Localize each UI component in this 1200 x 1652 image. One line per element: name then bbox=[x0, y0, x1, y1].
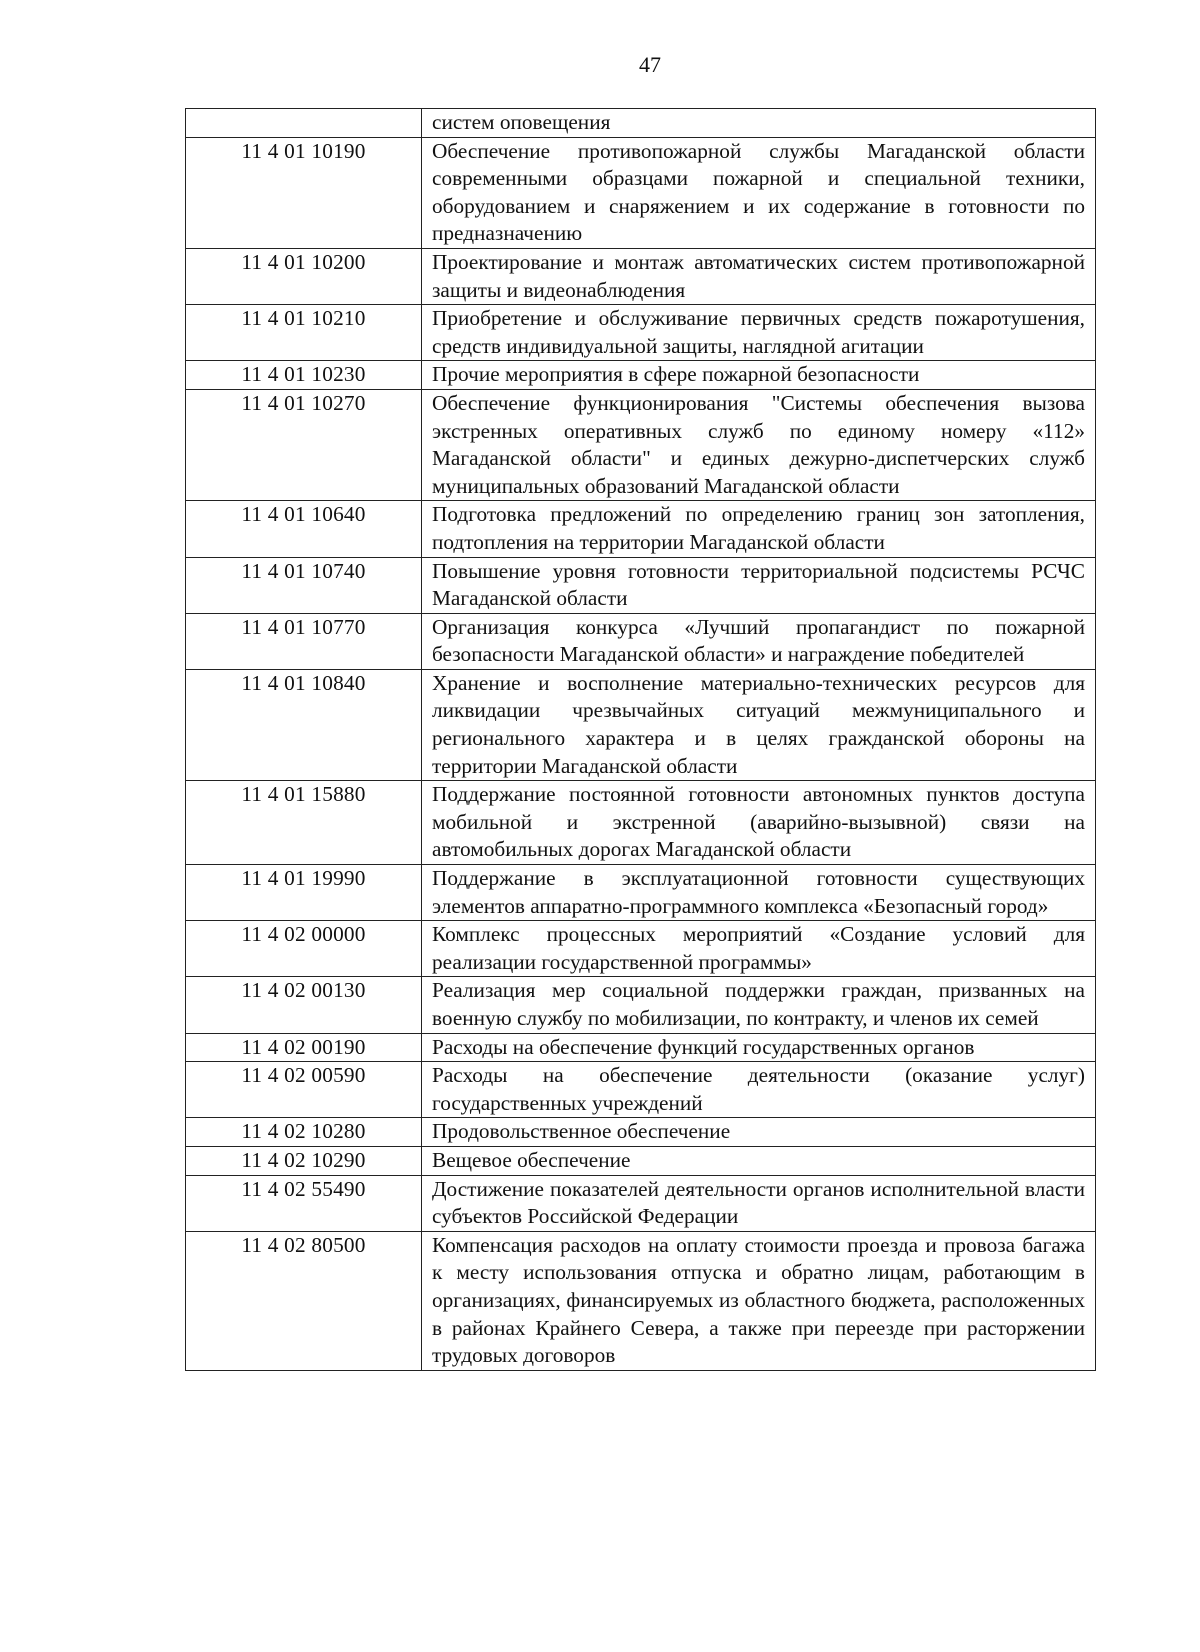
table-row bbox=[186, 865, 1096, 921]
table-row bbox=[186, 361, 1096, 390]
table-row bbox=[186, 1146, 1096, 1175]
table-row bbox=[186, 613, 1096, 669]
description-cell: Компенсация расходов на оплату стоимости проезда и провоза багажа к месту использования отпуска и обратно лицам, работающим в организациях, финансируемых из областного бюджета, расположенных в районах Крайнего Севера, а также при переезде при расторжении трудовых договоров bbox=[422, 1231, 1096, 1370]
budget-code-cell: 11 4 02 00590 bbox=[186, 1062, 422, 1118]
budget-code-cell: 11 4 01 10210 bbox=[186, 305, 422, 361]
table-row bbox=[186, 1062, 1096, 1118]
description-cell: Поддержание постоянной готовности автономных пунктов доступа мобильной и экстренной (аварийно-вызывной) связи на автомобильных дорогах Магаданской области bbox=[422, 781, 1096, 865]
description-cell: Повышение уровня готовности территориальной подсистемы РСЧС Магаданской области bbox=[422, 557, 1096, 613]
budget-code-cell: 11 4 01 10770 bbox=[186, 613, 422, 669]
description-cell: Поддержание в эксплуатационной готовности существующих элементов аппаратно-программного комплекса «Безопасный город» bbox=[422, 865, 1096, 921]
description-cell: Комплекс процессных мероприятий «Создание условий для реализации государственной программы» bbox=[422, 921, 1096, 977]
budget-code-cell: 11 4 02 10280 bbox=[186, 1118, 422, 1147]
budget-code-cell: 11 4 02 80500 bbox=[186, 1231, 422, 1370]
table-row bbox=[186, 781, 1096, 865]
budget-code-cell: 11 4 01 10840 bbox=[186, 669, 422, 780]
budget-code-cell: 11 4 01 15880 bbox=[186, 781, 422, 865]
budget-code-cell: 11 4 01 10230 bbox=[186, 361, 422, 390]
budget-code-table bbox=[185, 108, 1096, 1371]
description-cell: Проектирование и монтаж автоматических систем противопожарной защиты и видеонаблюдения bbox=[422, 248, 1096, 304]
description-cell: систем оповещения bbox=[422, 109, 1096, 138]
budget-code-cell: 11 4 02 10290 bbox=[186, 1146, 422, 1175]
description-cell: Подготовка предложений по определению границ зон затопления, подтопления на территории Магаданской области bbox=[422, 501, 1096, 557]
table-row bbox=[186, 921, 1096, 977]
table-row bbox=[186, 557, 1096, 613]
description-cell: Организация конкурса «Лучший пропагандист по пожарной безопасности Магаданской области» и награждение победителей bbox=[422, 613, 1096, 669]
description-cell: Обеспечение функционирования "Системы обеспечения вызова экстренных оперативных служб по единому номеру «112» Магаданской области" и единых дежурно-диспетчерских служб муниципальных образований Магаданской области bbox=[422, 389, 1096, 500]
budget-code-cell: 11 4 01 19990 bbox=[186, 865, 422, 921]
description-cell: Обеспечение противопожарной службы Магаданской области современными образцами пожарной и специальной техники, оборудованием и снаряжением и их содержание в готовности по предназначению bbox=[422, 137, 1096, 248]
table-row bbox=[186, 977, 1096, 1033]
table-row bbox=[186, 248, 1096, 304]
table-row bbox=[186, 1231, 1096, 1370]
table-row bbox=[186, 109, 1096, 138]
table-body bbox=[186, 109, 1096, 1371]
table-row bbox=[186, 1033, 1096, 1062]
description-cell: Прочие мероприятия в сфере пожарной безопасности bbox=[422, 361, 1096, 390]
description-cell: Расходы на обеспечение функций государственных органов bbox=[422, 1033, 1096, 1062]
description-cell: Расходы на обеспечение деятельности (оказание услуг) государственных учреждений bbox=[422, 1062, 1096, 1118]
budget-code-cell: 11 4 01 10640 bbox=[186, 501, 422, 557]
budget-code-cell: 11 4 01 10190 bbox=[186, 137, 422, 248]
description-cell: Продовольственное обеспечение bbox=[422, 1118, 1096, 1147]
description-cell: Хранение и восполнение материально-технических ресурсов для ликвидации чрезвычайных ситуаций межмуниципального и регионального характера и в целях гражданской обороны на территории Магаданской области bbox=[422, 669, 1096, 780]
budget-code-cell: 11 4 02 00130 bbox=[186, 977, 422, 1033]
description-cell: Достижение показателей деятельности органов исполнительной власти субъектов Российской Федерации bbox=[422, 1175, 1096, 1231]
table-row bbox=[186, 389, 1096, 500]
table-row bbox=[186, 1118, 1096, 1147]
table-row bbox=[186, 137, 1096, 248]
table-row bbox=[186, 669, 1096, 780]
budget-code-cell: 11 4 01 10270 bbox=[186, 389, 422, 500]
budget-code-cell bbox=[186, 109, 422, 138]
table-row bbox=[186, 305, 1096, 361]
budget-code-cell: 11 4 02 00190 bbox=[186, 1033, 422, 1062]
table-row bbox=[186, 501, 1096, 557]
description-cell: Реализация мер социальной поддержки граждан, призванных на военную службу по мобилизации, по контракту, и членов их семей bbox=[422, 977, 1096, 1033]
description-cell: Приобретение и обслуживание первичных средств пожаротушения, средств индивидуальной защиты, наглядной агитации bbox=[422, 305, 1096, 361]
budget-code-cell: 11 4 02 00000 bbox=[186, 921, 422, 977]
budget-code-cell: 11 4 02 55490 bbox=[186, 1175, 422, 1231]
budget-code-cell: 11 4 01 10740 bbox=[186, 557, 422, 613]
budget-code-cell: 11 4 01 10200 bbox=[186, 248, 422, 304]
page-number: 47 bbox=[639, 52, 661, 77]
description-cell: Вещевое обеспечение bbox=[422, 1146, 1096, 1175]
table-row bbox=[186, 1175, 1096, 1231]
